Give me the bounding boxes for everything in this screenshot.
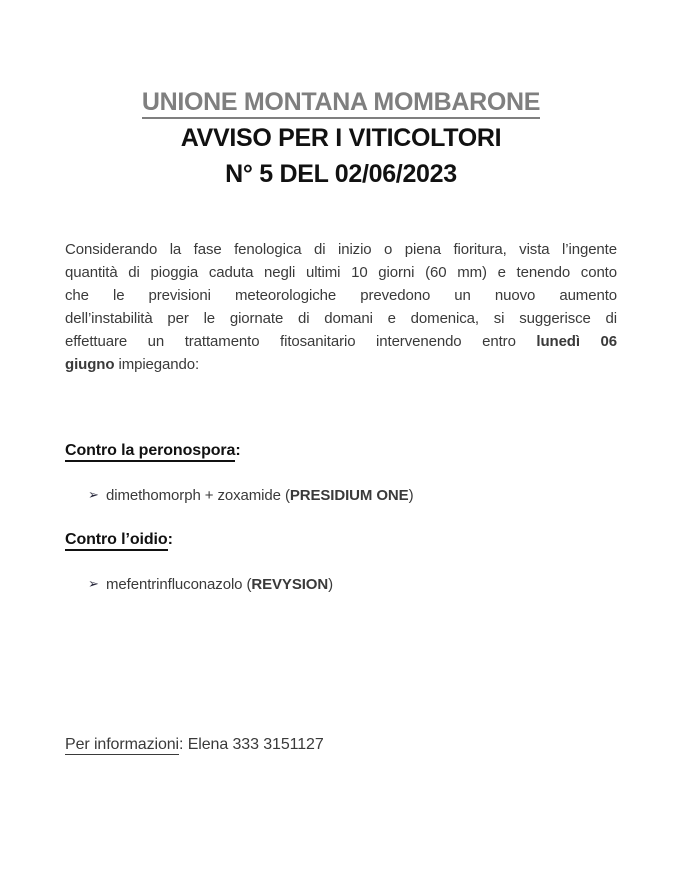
footer-contact-separator: :: [179, 736, 188, 753]
text-run: dimethomorph + zoxamide (: [106, 487, 290, 504]
text-run: ): [328, 576, 334, 593]
bold-text-run: PRESIDIUM ONE: [289, 487, 409, 504]
bullet-item: [65, 484, 617, 507]
section-heading-text: Contro l’oidio: [65, 531, 168, 551]
arrow-bullet-icon: ➢: [88, 576, 99, 591]
paragraph-line: [65, 307, 617, 330]
section-heading-colon: :: [167, 531, 173, 548]
notice-number: N° 5 DEL 02/06/2023: [225, 160, 457, 188]
text-run: mefentrinfluconazolo (: [106, 576, 252, 593]
bold-text-run: REVYSION: [251, 576, 329, 593]
text-run: impiegando:: [114, 356, 200, 373]
paragraph-line: [65, 284, 617, 307]
text-run: che le previsioni meteorologiche prevedono un nuovo aumento: [65, 287, 617, 304]
footer-contact-label: Per informazioni: [65, 736, 180, 753]
organization-title: [65, 84, 617, 120]
document-content: [65, 0, 617, 620]
section-heading: [65, 442, 617, 460]
bullet-item: [65, 573, 617, 596]
body-paragraph: [65, 238, 617, 376]
text-run: Considerando la fase fenologica di inizio o piena fioritura, vista l’ingente: [65, 241, 617, 258]
section-heading: [65, 531, 617, 549]
text-run: quantità di pioggia caduta negli ultimi 10 giorni (60 mm) e tenendo conto: [65, 264, 617, 281]
text-run: ): [408, 487, 414, 504]
paragraph-line: [65, 238, 617, 261]
bold-text-run: giugno: [65, 356, 115, 373]
text-run: dell’instabilità per le giornate di domani e domenica, si suggerisce di: [65, 310, 617, 327]
organization-title-text: UNIONE MONTANA MOMBARONE: [142, 88, 540, 119]
section-heading-colon: :: [235, 442, 241, 459]
bold-text-run: lunedì 06: [536, 333, 617, 350]
treatment-sections: [65, 442, 617, 596]
paragraph-line: [65, 261, 617, 284]
arrow-bullet-icon: ➢: [88, 487, 99, 502]
text-run: effettuare un trattamento fitosanitario intervenendo entro: [65, 333, 537, 350]
paragraph-line: [65, 353, 617, 376]
section-heading-text: Contro la peronospora: [65, 442, 235, 462]
paragraph-line: [65, 330, 617, 353]
title-block: [65, 84, 617, 192]
footer-contact-value: Elena 333 3151127: [187, 736, 324, 753]
footer-contact: [65, 736, 324, 754]
notice-subtitle: AVVISO PER I VITICOLTORI: [180, 124, 502, 152]
